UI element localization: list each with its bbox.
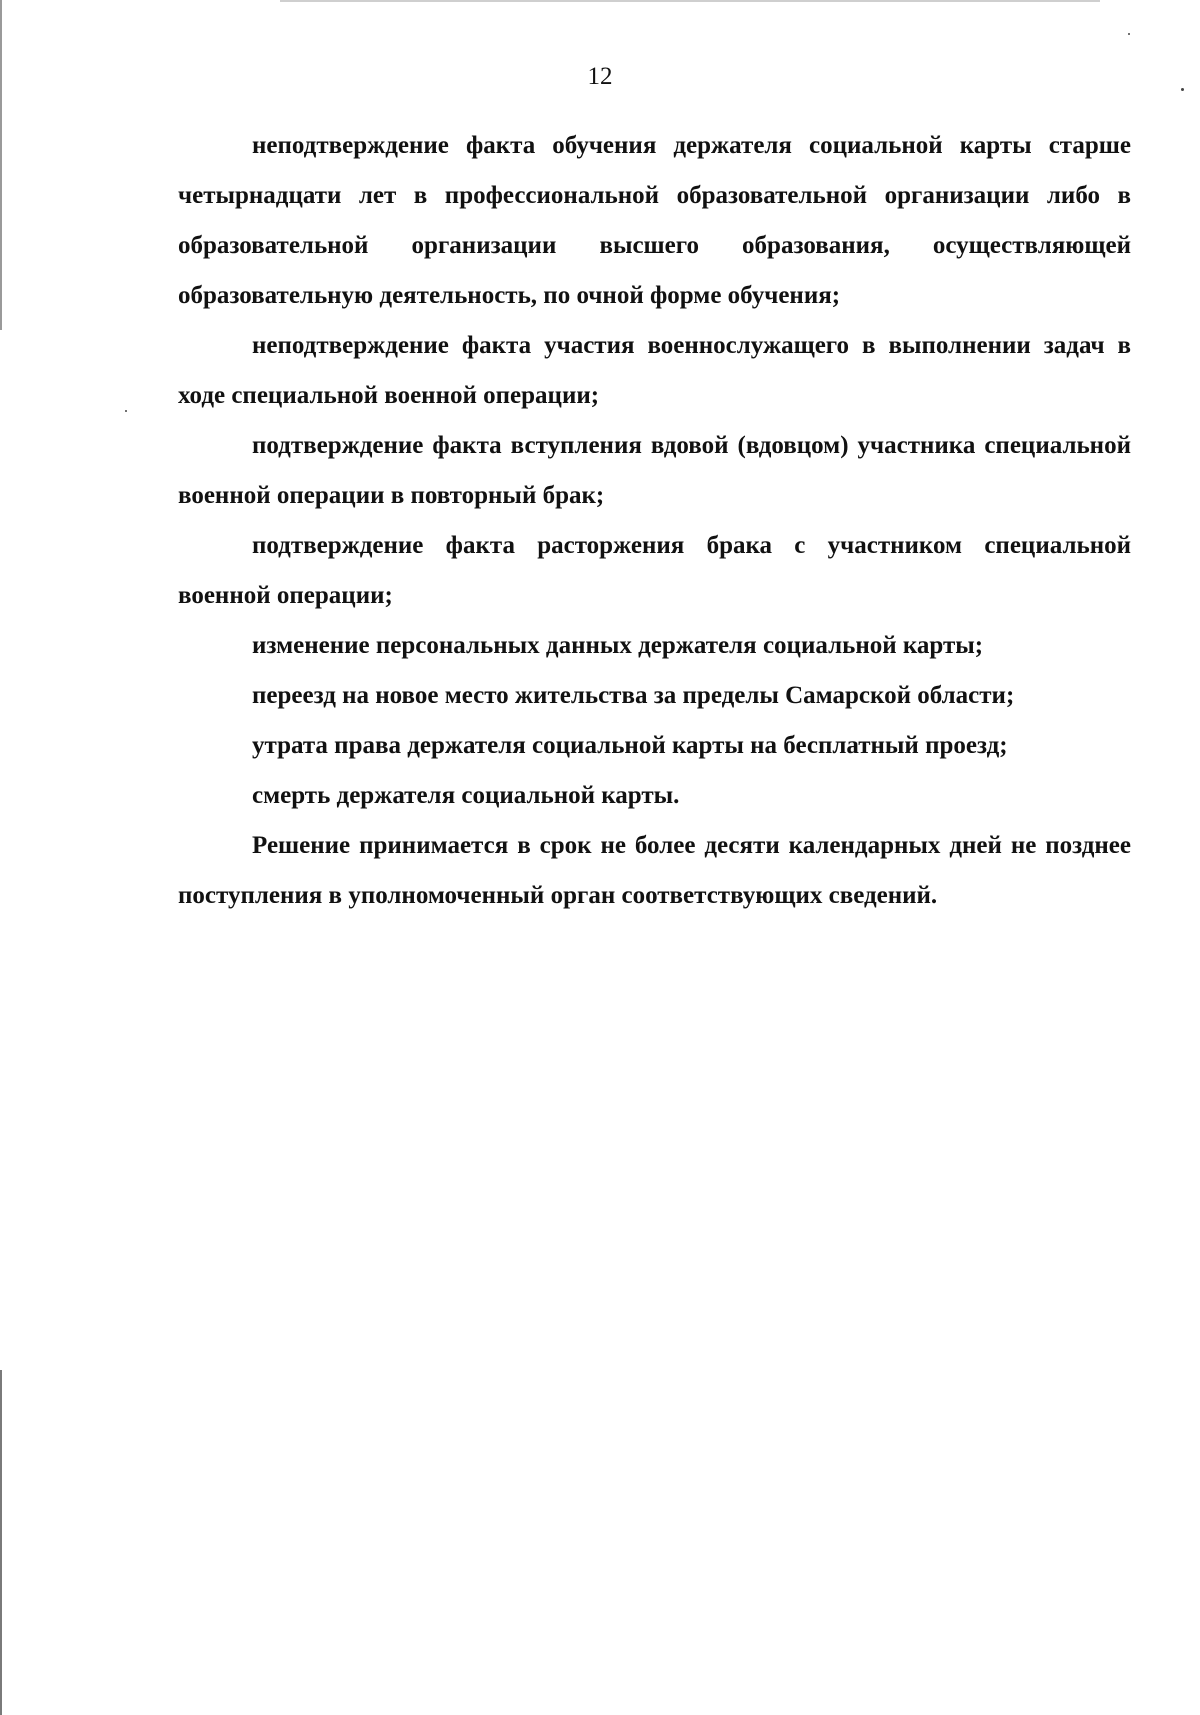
paragraph: подтверждение факта расторжения брака с участником специальной военной операции; bbox=[178, 532, 1131, 609]
scan-speck bbox=[125, 410, 127, 412]
page-number: 12 bbox=[587, 63, 613, 90]
paragraph: утрата права держателя социальной карты на бесплатный проезд; bbox=[252, 732, 1008, 759]
paragraph: переезд на новое место жительства за пределы Самарской области; bbox=[252, 682, 1015, 709]
document-body bbox=[178, 121, 1131, 921]
scan-edge-top bbox=[280, 0, 1100, 2]
paragraph: неподтверждение факта участия военнослужащего в выполнении задач в ходе специальной военной операции; bbox=[178, 332, 1131, 409]
paragraph: Решение принимается в срок не более десяти календарных дней не позднее поступления в уполномоченный орган соответствующих сведений. bbox=[178, 832, 1131, 909]
paragraph: смерть держателя социальной карты. bbox=[252, 782, 680, 809]
paragraph: неподтверждение факта обучения держателя социальной карты старше четырнадцати лет в профессиональной образовательной организации либо в образовательной организации высшего образования, осуществляющей образовательную деятельность, по очной форме обучения; bbox=[178, 132, 1131, 309]
paragraph: изменение персональных данных держателя социальной карты; bbox=[252, 632, 984, 659]
scan-speck bbox=[1128, 33, 1130, 35]
scan-edge-left bbox=[0, 0, 2, 330]
scan-edge-left-lower bbox=[0, 1370, 2, 1715]
paragraph: подтверждение факта вступления вдовой (вдовцом) участника специальной военной операции в повторный брак; bbox=[178, 432, 1131, 509]
